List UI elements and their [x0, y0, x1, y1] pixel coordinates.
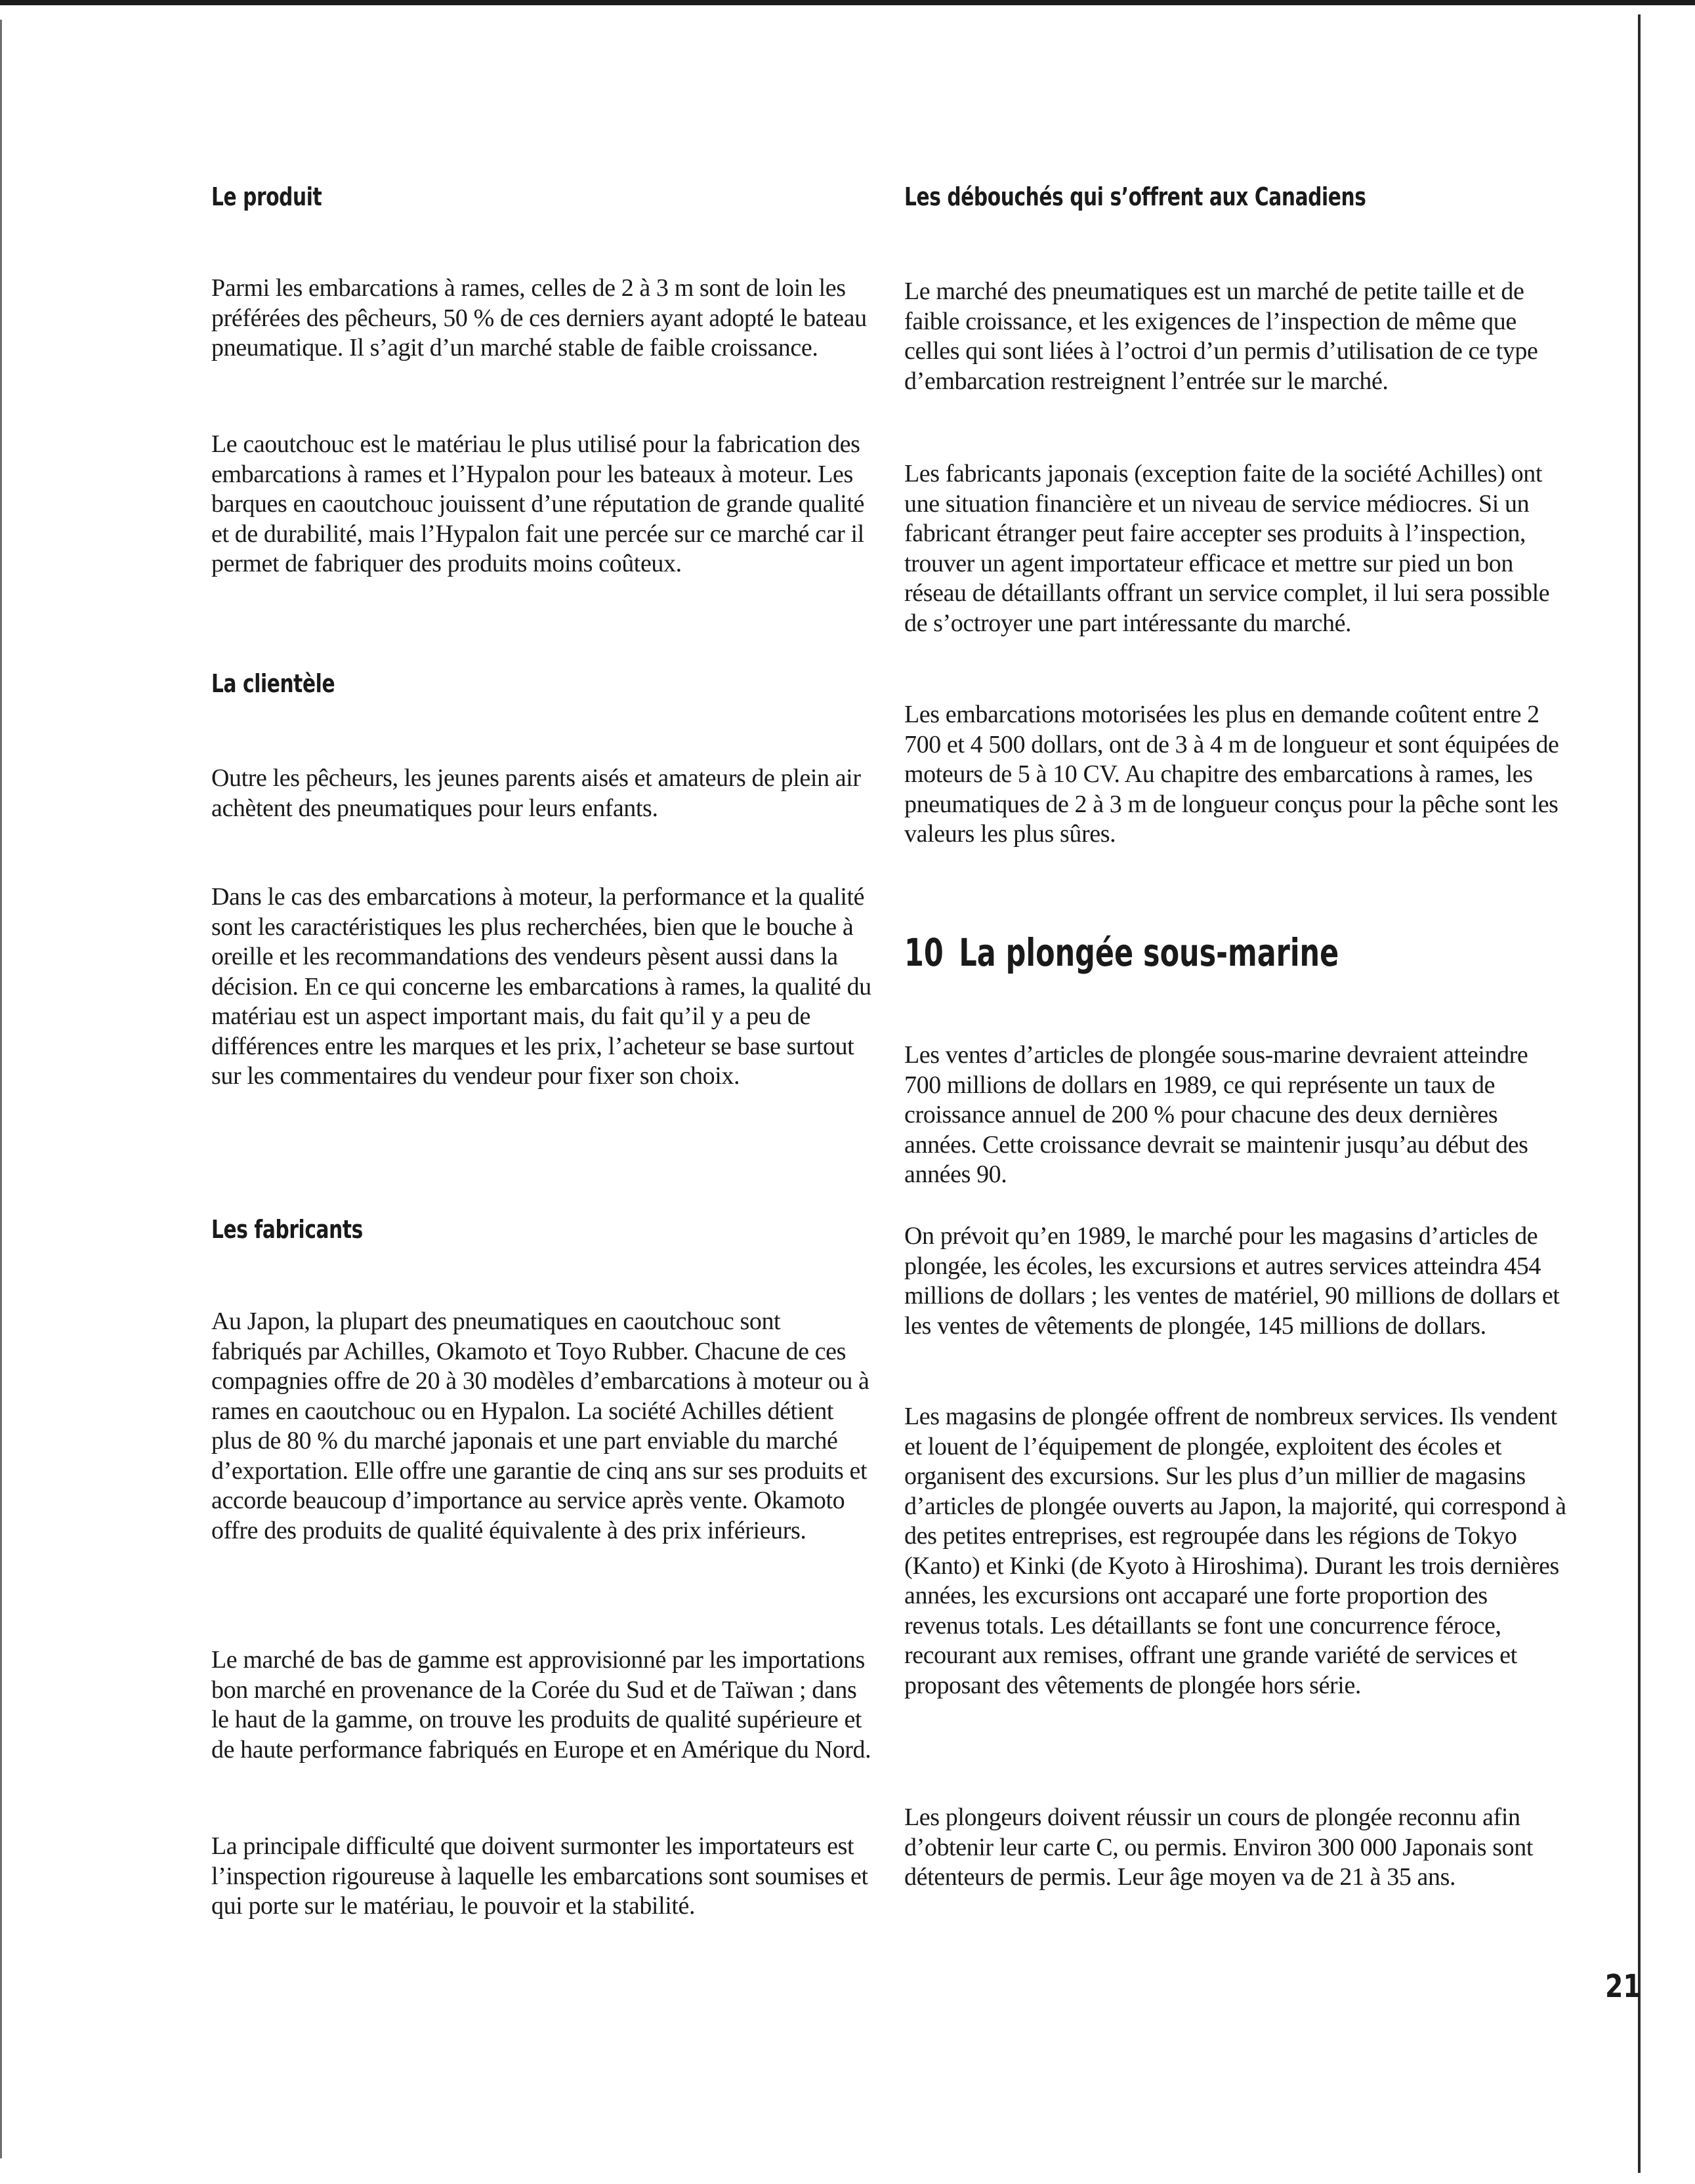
section-heading-les-fabricants: Les fabricants	[211, 1215, 363, 1244]
paragraph: Le caoutchouc est le matériau le plus utilisé pour la fabrication des embarcations à rames et l’Hypalon pour les bateaux à moteur. Les barques en caoutchouc jouissent d’une réputation de grande qualité et de durabilité, mais l’Hypalon fait une percée sur ce marché car il permet de fabriquer des produits moins coûteux.	[211, 430, 865, 577]
top-border-rule	[0, 0, 1695, 5]
paragraph: La principale difficulté que doivent surmonter les importateurs est l’inspection rigoureuse à laquelle les embarcations sont soumises et qui porte sur le matériau, le pouvoir et la stabilité.	[211, 1832, 868, 1920]
paragraph: Au Japon, la plupart des pneumatiques en caoutchouc sont fabriqués par Achilles, Okamoto et Toyo Rubber. Chacune de ces compagnies offre de 20 à 30 modèles d’embarcations à moteur ou à rames en caoutchouc ou en Hypalon. La société Achilles détient plus de 80 % du marché japonais et une part enviable du marché d’exportation. Elle offre une garantie de cinq ans sur ses produits et accorde beaucoup d’importance au service après vente. Okamoto offre des produits de qualité équivalente à des prix inférieurs.	[211, 1308, 869, 1544]
page-number: 21	[1605, 1968, 1641, 2005]
section-heading-la-clientele: La clientèle	[211, 669, 335, 698]
section-heading-debouches: Les débouchés qui s’offrent aux Canadiens	[904, 182, 1366, 211]
paragraph: Outre les pêcheurs, les jeunes parents aisés et amateurs de plein air achètent des pneumatiques pour leurs enfants.	[211, 764, 861, 822]
paragraph: Parmi les embarcations à rames, celles de 2 à 3 m sont de loin les préférées des pêcheurs, 50 % de ces derniers ayant adopté le bateau pneumatique. Il s’agit d’un marché stable de faible croissance.	[211, 274, 867, 361]
chapter-number: 10	[904, 930, 944, 975]
paragraph: Les plongeurs doivent réussir un cours de plongée reconnu afin d’obtenir leur carte C, ou permis. Environ 300 000 Japonais sont détenteurs de permis. Leur âge moyen va de 21 à 35 ans.	[904, 1803, 1533, 1891]
paragraph: On prévoit qu’en 1989, le marché pour les magasins d’articles de plongée, les écoles, les excursions et autres services atteindra 454 millions de dollars ; les ventes de matériel, 90 millions de dollars et les ventes de vêtements de plongée, 145 millions de dollars.	[904, 1222, 1560, 1340]
left-page-edge	[0, 20, 2, 2158]
paragraph: Les ventes d’articles de plongée sous-marine devraient atteindre 700 millions de dollars en 1989, ce qui représente un taux de croissance annuel de 200 % pour chacune des deux dernières années. Cette croissance devrait se maintenir jusqu’au début des années 90.	[904, 1041, 1528, 1188]
right-margin-rule	[1638, 14, 1641, 2173]
section-heading-le-produit: Le produit	[211, 182, 322, 211]
paragraph: Les embarcations motorisées les plus en demande coûtent entre 2 700 et 4 500 dollars, ont de 3 à 4 m de longueur et sont équipées de moteurs de 5 à 10 CV. Au chapitre des embarcations à rames, les pneumatiques de 2 à 3 m de longueur conçus pour la pêche sont les valeurs les plus sûres.	[904, 701, 1559, 848]
paragraph: Dans le cas des embarcations à moteur, la performance et la qualité sont les caractéristiques les plus recherchées, bien que le bouche à oreille et les recommandations des vendeurs pèsent aussi dans la décision. En ce qui concerne les embarcations à rames, la qualité du matériau est un aspect important mais, du fait qu’il y a peu de différences entre les marques et les prix, l’acheteur se base surtout sur les commentaires du vendeur pour fixer son choix.	[211, 883, 871, 1090]
chapter-title: La plongée sous-marine	[959, 930, 1339, 975]
paragraph: Les fabricants japonais (exception faite de la société Achilles) ont une situation financière et un niveau de service médiocres. Si un fabricant étranger peut faire accepter ses produits à l’inspection, trouver un agent importateur efficace et mettre sur pied un bon réseau de détaillants offrant un service complet, il lui sera possible de s’octroyer une part intéressante du marché.	[904, 460, 1550, 637]
paragraph: Le marché des pneumatiques est un marché de petite taille et de faible croissance, et les exigences de l’inspection de même que celles qui sont liées à l’octroi d’un permis d’utilisation de ce type d’embarcation restreignent l’entrée sur le marché.	[904, 278, 1538, 395]
paragraph: Les magasins de plongée offrent de nombreux services. Ils vendent et louent de l’équipement de plongée, exploitent des écoles et organisent des excursions. Sur les plus d’un millier de magasins d’articles de plongée ouverts au Japon, la majorité, qui correspond à des petites entreprises, est regroupée dans les régions de Tokyo (Kanto) et Kinki (de Kyoto à Hiroshima). Durant les trois dernières années, les excursions ont accaparé une forte proportion des revenus totals. Les détaillants se font une concurrence féroce, recourant aux remises, offrant une grande variété de services et proposant des vêtements de plongée hors série.	[904, 1403, 1566, 1699]
paragraph: Le marché de bas de gamme est approvisionné par les importations bon marché en provenance de la Corée du Sud et de Taïwan ; dans le haut de la gamme, on trouve les produits de qualité supérieure et de haute performance fabriqués en Europe et en Amérique du Nord.	[211, 1646, 871, 1763]
chapter-heading	[904, 930, 1339, 975]
